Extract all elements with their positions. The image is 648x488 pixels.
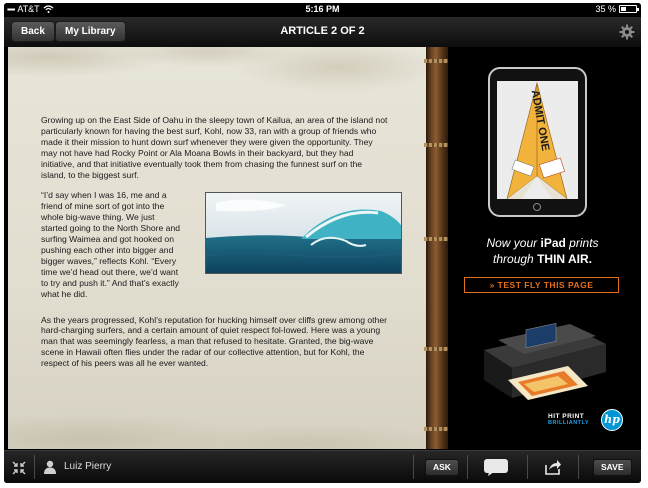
rope-binding (424, 143, 450, 147)
ad-headline-thin-air: THIN AIR. (537, 252, 592, 266)
toolbar-separator (34, 455, 35, 479)
hp-tagline-line-2: BRILLIANTLY (548, 420, 590, 426)
ad-headline-part: through (493, 252, 538, 266)
ad-headline-part: prints (565, 236, 599, 250)
bottom-toolbar (4, 450, 641, 483)
article-paragraph: “I’d say when I was 16, me and a friend of mine sort of got into the whole big-wave thing. We just started going to the North Shore and surfing Waimea and got hooked on pushing each other into bigger and bigger waves,” reflects Kohl. “Every time we’d head out there, we’d want to try and push it.” And that’s exactly what he did. (41, 190, 181, 299)
carrier-label: AT&T (17, 4, 40, 14)
hp-tagline (548, 413, 589, 427)
status-right (595, 4, 637, 14)
article-paragraph: As the years progressed, Kohl’s reputation for hucking himself over cliffs grew among other hard-charging surfers, and a certain amount of quiet respect fol-lowed. Here was a young man that was seemingly fearless, a man that refused to hesitate. Granted, the big-wave scene in Hawaii often flies under the radar of our collective attention, but for Kohl, the respect of his peers was all he ever wanted. (41, 314, 387, 369)
page-title: ARTICLE 2 OF 2 (280, 25, 365, 37)
toolbar-separator (527, 455, 528, 479)
battery-percent: 35 % (595, 4, 616, 14)
article-page[interactable] (8, 47, 426, 449)
share-icon[interactable] (544, 459, 562, 476)
ad-headline (448, 235, 637, 267)
author-name[interactable]: Luiz Pierry (64, 461, 112, 472)
toolbar-separator (413, 455, 414, 479)
my-library-button[interactable]: My Library (55, 21, 126, 42)
ask-button[interactable]: ASK (425, 459, 459, 476)
ad-headline-line-2 (448, 251, 637, 267)
hp-advertisement[interactable] (448, 47, 637, 449)
rope-binding (424, 347, 450, 351)
ipad-screen (4, 3, 641, 483)
battery-icon (619, 5, 637, 13)
ad-headline-part: Now your (486, 236, 541, 250)
printer-image (478, 310, 610, 400)
battery-fill (621, 7, 626, 11)
test-fly-button[interactable]: » TEST FLY THIS PAGE (464, 277, 619, 293)
hp-tagline-line-1: HIT PRINT (548, 413, 585, 420)
wave-image (206, 193, 402, 274)
collapse-icon[interactable] (12, 461, 26, 475)
signal-icon: ▪▪▪▪ (7, 4, 15, 14)
status-time: 5:16 PM (305, 4, 340, 14)
user-icon (44, 460, 56, 474)
rope-binding (424, 427, 450, 431)
paper-plane-ticket (497, 81, 578, 199)
home-button-icon (533, 203, 541, 211)
ticket-text: ADMIT ONE (528, 89, 552, 152)
rope-binding (424, 59, 450, 63)
gear-icon[interactable] (619, 24, 635, 40)
save-button[interactable]: SAVE (593, 459, 632, 476)
tablet-graphic (488, 67, 587, 217)
wooden-divider (426, 47, 448, 449)
ad-headline-line-1 (448, 235, 637, 251)
hp-logo: hp (601, 409, 623, 431)
toolbar-separator (467, 455, 468, 479)
wave-texture-top (8, 47, 426, 107)
wave-texture-bottom (8, 389, 426, 449)
comment-icon[interactable] (483, 458, 509, 477)
tablet-screen (497, 81, 578, 199)
article-paragraph: Growing up on the East Side of Oahu in the sleepy town of Kailua, an area of the island not particularly known for having the best surf, Kohl, now 33, ran with a group of friends who made it their mission to hunt down surf whenever they were given the opportunity. They may not have had Rocky Point or Ala Moana Bowls in their backyard, but they had initiative, and that initiative eventually took them from chasing the funnest surf on the island, to the biggest surf. (41, 115, 388, 180)
toolbar-separator (578, 455, 579, 479)
surf-wave-photo[interactable] (205, 192, 402, 274)
status-bar (4, 3, 641, 17)
rope-binding (424, 237, 450, 241)
ad-headline-ipad: iPad (540, 236, 566, 250)
navigation-bar (4, 17, 641, 47)
back-button[interactable]: Back (11, 21, 55, 42)
content-area (8, 47, 637, 449)
